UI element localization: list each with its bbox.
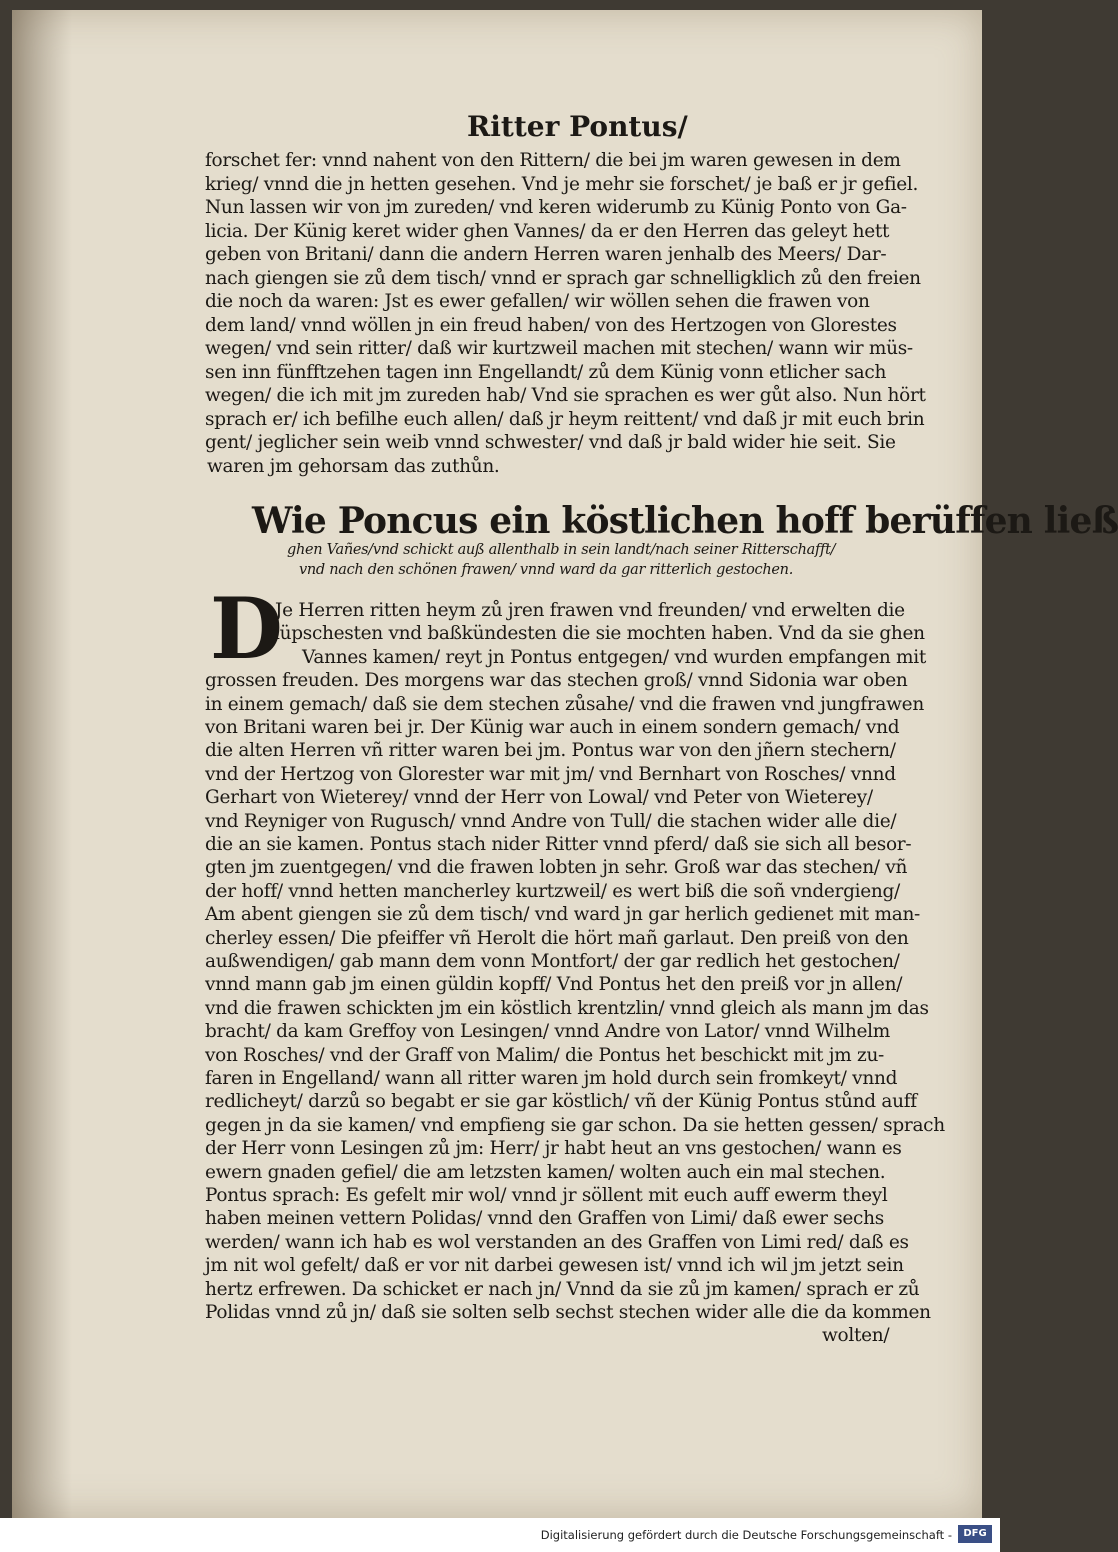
text-line: forschet fer: vnnd nahent von den Rittern/ die bei jm waren gewesen in dem — [205, 150, 901, 171]
text-line: sprach er/ ich befilhe euch allen/ daß jr heym reittent/ vnd daß jr mit euch brin — [205, 408, 925, 430]
text-line: dem land/ vnnd wöllen jn ein freud haben/ von des Hertzogen von Glorestes — [205, 314, 897, 336]
text-line: jm nit wol gefelt/ daß er vor nit darbei gewesen ist/ vnnd ich wil jm jetzt sein — [205, 1255, 904, 1277]
text-line: waren jm gehorsam das zuthůn. — [207, 455, 500, 477]
text-line: vnd Reyniger von Rugusch/ vnnd Andre von Tull/ die stachen wider alle die/ — [205, 810, 897, 832]
text-line: wegen/ die ich mit jm zureden hab/ Vnd sie sprachen es wer gůt also. Nun hört — [205, 385, 926, 406]
text-line: die alten Herren vñ ritter waren bei jm. Pontus war von den jñern stechern/ — [205, 740, 896, 762]
text-line: Vannes kamen/ reyt jn Pontus entgegen/ vnd wurden empfangen mit — [302, 646, 927, 668]
text-line: außwendigen/ gab mann dem vonn Montfort/ der gar redlich het gestochen/ — [205, 951, 900, 972]
text-line: die an sie kamen. Pontus stach nider Ritter vnnd pferd/ daß sie sich all besor- — [205, 834, 912, 855]
text-line: haben meinen vettern Polidas/ vnnd den Graffen von Limi/ daß ewer sechs — [205, 1208, 884, 1230]
decorated-initial: D — [210, 579, 283, 678]
text-line: von Rosches/ vnd der Graff von Malim/ die Pontus het beschickt mit jm zu- — [205, 1044, 885, 1066]
text-line: werden/ wann ich hab es wol verstanden an des Graffen von Limi red/ daß es — [205, 1231, 909, 1253]
text-line: faren in Engelland/ wann all ritter waren jm hold durch sein fromkeyt/ vnnd — [205, 1068, 898, 1089]
text-line: sen inn fünfftzehen tagen inn Engellandt/ zů dem Künig vonn etlicher sach — [205, 361, 887, 383]
text-line: Am abent giengen sie zů dem tisch/ vnd ward jn gar herlich gedienet mit man- — [205, 904, 921, 926]
document-page — [12, 10, 1118, 1518]
text-line: Gerhart von Wieterey/ vnnd der Herr von Lowal/ vnd Peter von Wieterey/ — [205, 787, 873, 809]
chapter-headline: Wie Poncus ein köstlichen hoff berüffen ließ — [252, 500, 1118, 542]
text-line: gent/ jeglicher sein weib vnnd schwester/ vnd daß jr bald wider hie seit. Sie — [205, 432, 896, 453]
text-line: wegen/ vnd sein ritter/ daß wir kurtzweil machen mit stechen/ wann wir müs- — [205, 338, 913, 359]
text-line: der Herr vonn Lesingen zů jm: Herr/ jr habt heut an vns gestochen/ wann es — [205, 1138, 902, 1160]
text-line: vnd die frawen schickten jm ein köstlich krentzlin/ vnnd gleich als mann jm das — [205, 997, 929, 1019]
text-line: Pontus sprach: Es gefelt mir wol/ vnnd jr söllent mit euch auff ewerm theyl — [205, 1185, 888, 1206]
text-line: Nun lassen wir von jm zureden/ vnd keren widerumb zu Künig Ponto von Ga- — [205, 197, 907, 218]
text-line: geben von Britani/ dann die andern Herren waren jenhalb des Meers/ Dar- — [205, 244, 887, 265]
funding-credit: Digitalisierung gefördert durch die Deutsche Forschungsgemeinschaft - — [540, 1528, 952, 1542]
text-line: gegen jn da sie kamen/ vnd empfieng sie gar schon. Da sie hetten gessen/ sprach — [205, 1114, 945, 1136]
text-line: in einem gemach/ daß sie dem stechen zůsahe/ vnd die frawen vnd jungfrawen — [205, 693, 924, 715]
running-head: Ritter Pontus/ — [467, 110, 688, 143]
page-gutter-shadow — [12, 10, 72, 1518]
text-line: vnd nach den schönen frawen/ vnnd ward da gar ritterlich gestochen. — [299, 562, 794, 578]
text-line: von Britani waren bei jr. Der Künig war auch in einem sondern gemach/ vnd — [205, 717, 900, 738]
dfg-logo: DFG — [958, 1525, 992, 1543]
text-line: Je Herren ritten heym zů jren frawen vnd freunden/ vnd erwelten die — [275, 600, 905, 621]
text-line: vnd der Hertzog von Glorester war mit jm/ vnd Bernhart von Rosches/ vnnd — [205, 763, 896, 785]
text-line: Polidas vnnd zů jn/ daß sie solten selb sechst stechen wider alle die da kommen — [205, 1302, 931, 1323]
text-line: bracht/ da kam Greffoy von Lesingen/ vnnd Andre von Lator/ vnnd Wilhelm — [205, 1021, 891, 1043]
text-line: hertz erfrewen. Da schicket er nach jn/ Vnnd da sie zů jm kamen/ sprach er zů — [205, 1278, 920, 1300]
text-line: krieg/ vnnd die jn hetten gesehen. Vnd je mehr sie forschet/ je baß er jr gefiel. — [205, 173, 919, 195]
text-line: gten jm zuentgegen/ vnd die frawen lobten jn sehr. Groß war das stechen/ vñ — [205, 857, 908, 879]
text-line: ghen Vañes/vnd schickt auß allenthalb in sein landt/nach seiner Ritterschafft/ — [287, 542, 836, 558]
text-line: wolten/ — [822, 1325, 890, 1347]
text-line: cherley essen/ Die pfeiffer vñ Herolt die hört mañ garlaut. Den preiß von den — [205, 927, 909, 949]
text-line: ewern gnaden gefiel/ die am letzsten kamen/ wolten auch ein mal stechen. — [205, 1161, 886, 1183]
text-line: hüpschesten vnd baßkündesten die sie mochten haben. Vnd da sie ghen — [268, 623, 925, 645]
text-line: redlicheyt/ darzů so begabt er sie gar köstlich/ vñ der Künig Pontus stůnd auff — [205, 1091, 917, 1113]
text-line: licia. Der Künig keret wider ghen Vannes/ da er den Herren das geleyt hett — [205, 220, 890, 242]
text-line: vnnd mann gab jm einen güldin kopff/ Vnd Pontus het den preiß vor jn allen/ — [205, 974, 903, 996]
text-line: der hoff/ vnnd hetten mancherley kurtzweil/ es wert biß die soñ vndergieng/ — [205, 880, 900, 902]
text-line: grossen freuden. Des morgens war das stechen groß/ vnnd Sidonia war oben — [205, 670, 908, 692]
text-line: nach giengen sie zů dem tisch/ vnnd er sprach gar schnelligklich zů den freien — [205, 267, 921, 289]
text-line: die noch da waren: Jst es ewer gefallen/ wir wöllen sehen die frawen von — [205, 291, 870, 312]
footer-bar — [0, 1518, 1000, 1552]
